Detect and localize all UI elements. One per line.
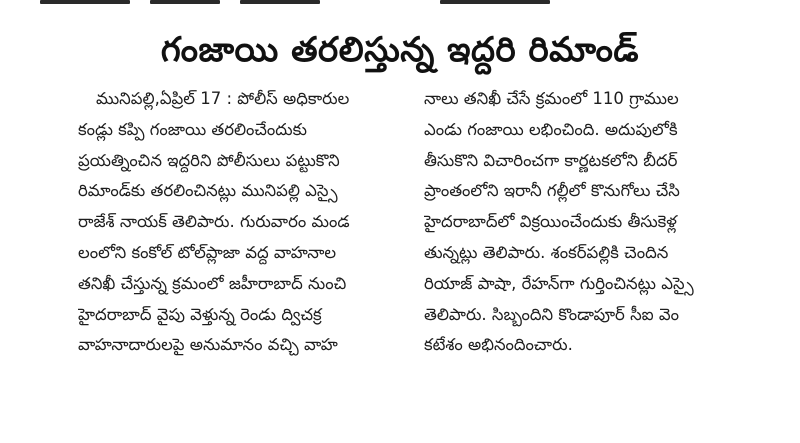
article-line: హైదరాబాద్‌లో విక్రయించేందుకు తీసుకెళ్ల [424,212,677,232]
article-line: వాహనాదారులపై అనుమానం వచ్చి వాహ [78,335,338,355]
cropped-text-fragment [240,0,320,4]
article-line: తున్నట్లు తెలిపారు. శంకర్‌పల్లికి చెందిన [424,242,669,262]
article-line: లంలోని కంకోల్ టోల్‌ప్లాజా వద్ద వాహనాల [78,242,337,262]
article-line: కటేశం అభినందించారు. [424,335,573,355]
cropped-text-fragment [40,0,130,4]
article-line: మునిపల్లి,ఏప్రిల్ 17 : పోలీస్ అధికారుల [96,89,350,108]
article-column-right [424,84,754,361]
article-line: నాలు తనిఖీ చేసే క్రమంలో 110 గ్రాముల [424,89,679,108]
article-line: తనిఖీ చేస్తున్న క్రమంలో జహీరాబాద్ నుంచి [78,273,347,293]
cropped-text-fragment [150,0,220,4]
article-line: రిమాండ్‌కు తరలించినట్లు మునిపల్లి ఎస్సై [78,181,338,201]
cropped-previous-headline-strip [0,0,800,8]
article-line: రియాజ్ పాషా, రేహన్‌గా గుర్తించినట్లు ఎస్సై [424,273,694,293]
article-line: ప్రాంతంలోని ఇరానీ గల్లీలో కొనుగోలు చేసి [424,181,680,201]
article-line: తెలిపారు. సిబ్బందిని కొండాపూర్ సీఐ వెం [424,304,679,324]
cropped-text-fragment [440,0,550,4]
article-headline: గంజాయి తరలిస్తున్న ఇద్దరి రిమాండ్ [160,30,640,70]
article-column-left [78,84,418,361]
article-line: రాజేశ్ నాయక్ తెలిపారు. గురువారం మండ [78,212,350,232]
article-line: ఎండు గంజాయి లభించింది. అదుపులోకి [424,119,678,139]
article-line: హైదరాబాద్ వైపు వెళ్తున్న రెండు ద్విచక్ర [78,304,322,324]
article-line: కండ్లు కప్పి గంజాయి తరలించేందుకు [78,119,307,139]
article-line: తీసుకొని విచారించగా కార్ణటకలోని బీదర్ [424,150,678,170]
article-line: ప్రయత్నించిన ఇద్దరిని పోలీసులు పట్టుకొని [78,150,340,170]
